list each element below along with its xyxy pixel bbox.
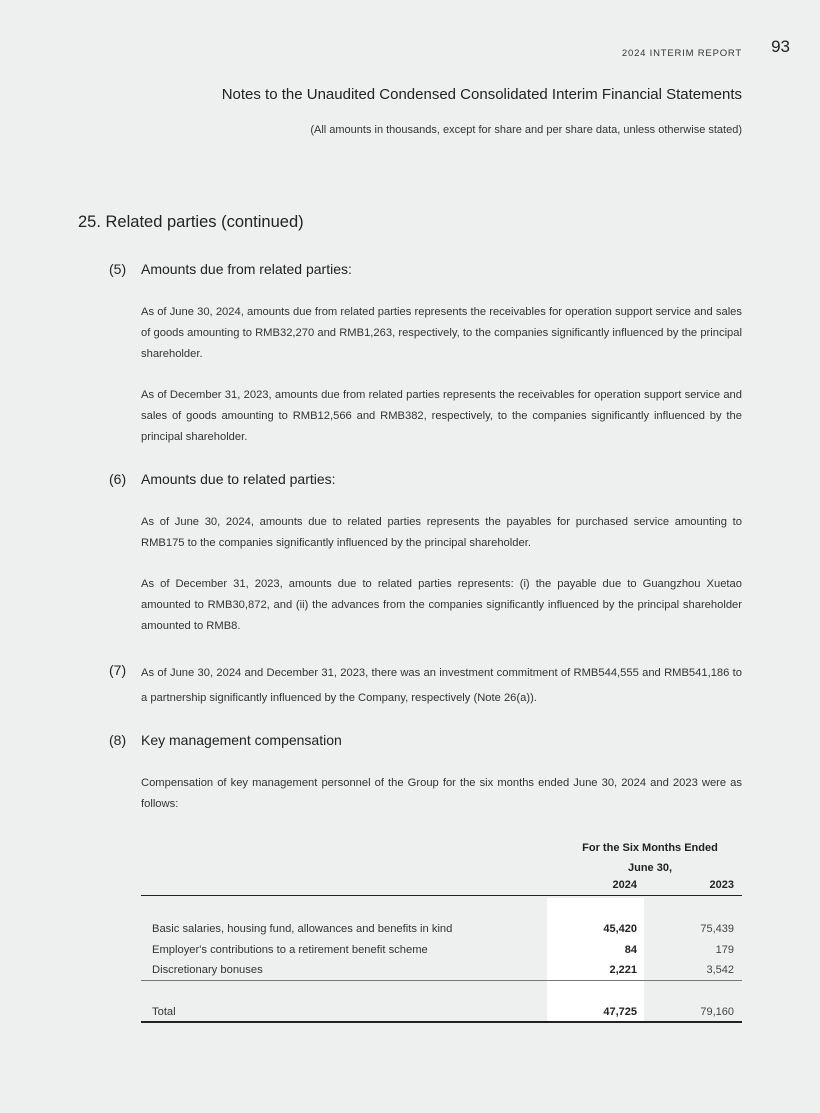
period-header (547, 838, 753, 878)
subsection-6-paragraph-2: As of December 31, 2023, amounts due to related parties represents: (i) the payable due to Guangzhou Xuetao amounted to RMB30,872, and (ii) the advances from the companies significantly influenced by the principal shareholder amounted to RMB8. (141, 578, 742, 632)
subsection-6-number: (6) (109, 471, 127, 487)
year-header-2024: 2024 (612, 879, 637, 891)
subsection-8-number: (8) (109, 732, 127, 748)
row-label-total: Total (152, 1006, 176, 1018)
subsection-5-title: Amounts due from related parties: (141, 261, 352, 277)
row-label-retirement-contributions: Employer's contributions to a retirement benefit scheme (152, 944, 428, 956)
value-2023-retirement-contributions: 179 (715, 944, 734, 956)
report-label: 2024 INTERIM REPORT (621, 48, 742, 59)
subsection-7-number: (7) (109, 662, 127, 678)
header-rule (141, 895, 742, 896)
subsection-8-title: Key management compensation (141, 732, 342, 748)
row-label-basic-salaries: Basic salaries, housing fund, allowances and benefits in kind (152, 923, 453, 935)
section-heading: 25. Related parties (continued) (78, 213, 304, 231)
highlight-column-2024 (547, 898, 644, 1022)
value-2024-basic-salaries: 45,420 (603, 923, 637, 935)
subsection-5-paragraph-1: As of June 30, 2024, amounts due from related parties represents the receivables for operation support service and sales of goods amounting to RMB32,270 and RMB1,263, respectively, to the companies significantly influenced by the principal shareholder. (141, 306, 742, 360)
year-header-2023: 2023 (709, 879, 734, 891)
subsection-7-paragraph: As of June 30, 2024 and December 31, 2023, there was an investment commitment of RMB544,555 and RMB541,186 to a partnership significantly influenced by the Company, respectively (Note 26(a)). (141, 667, 742, 704)
period-header-line-2: June 30, (627, 862, 673, 874)
value-2023-basic-salaries: 75,439 (700, 923, 734, 935)
value-2024-discretionary-bonuses: 2,221 (609, 964, 637, 976)
value-2023-discretionary-bonuses: 3,542 (706, 964, 734, 976)
document-title: Notes to the Unaudited Condensed Consolidated Interim Financial Statements (221, 86, 742, 103)
page-number: 93 (771, 37, 790, 56)
subsection-8-paragraph: Compensation of key management personnel of the Group for the six months ended June 30, 2024 and 2023 were as follows: (141, 777, 742, 810)
subsection-6-title: Amounts due to related parties: (141, 471, 336, 487)
value-2024-retirement-contributions: 84 (624, 944, 637, 956)
subsection-5-paragraph-2: As of December 31, 2023, amounts due from related parties represents the receivables for operation support service and sales of goods amounting to RMB12,566 and RMB382, respectively, to the companies significantly influenced by the principal shareholder. (141, 389, 742, 443)
row-label-discretionary-bonuses: Discretionary bonuses (152, 964, 263, 976)
subsection-6-paragraph-1: As of June 30, 2024, amounts due to related parties represents the payables for purchased service amounting to RMB175 to the companies significantly influenced by the principal shareholder. (141, 516, 742, 549)
total-rule (141, 1021, 742, 1023)
value-2024-total: 47,725 (603, 1006, 637, 1018)
period-header-line-1: For the Six Months Ended (582, 842, 718, 854)
subtotal-rule (141, 980, 742, 981)
subsection-5-number: (5) (109, 261, 127, 277)
document-subtitle: (All amounts in thousands, except for share and per share data, unless otherwise stated) (310, 124, 742, 136)
compensation-table (141, 836, 742, 1026)
value-2023-total: 79,160 (700, 1006, 734, 1018)
